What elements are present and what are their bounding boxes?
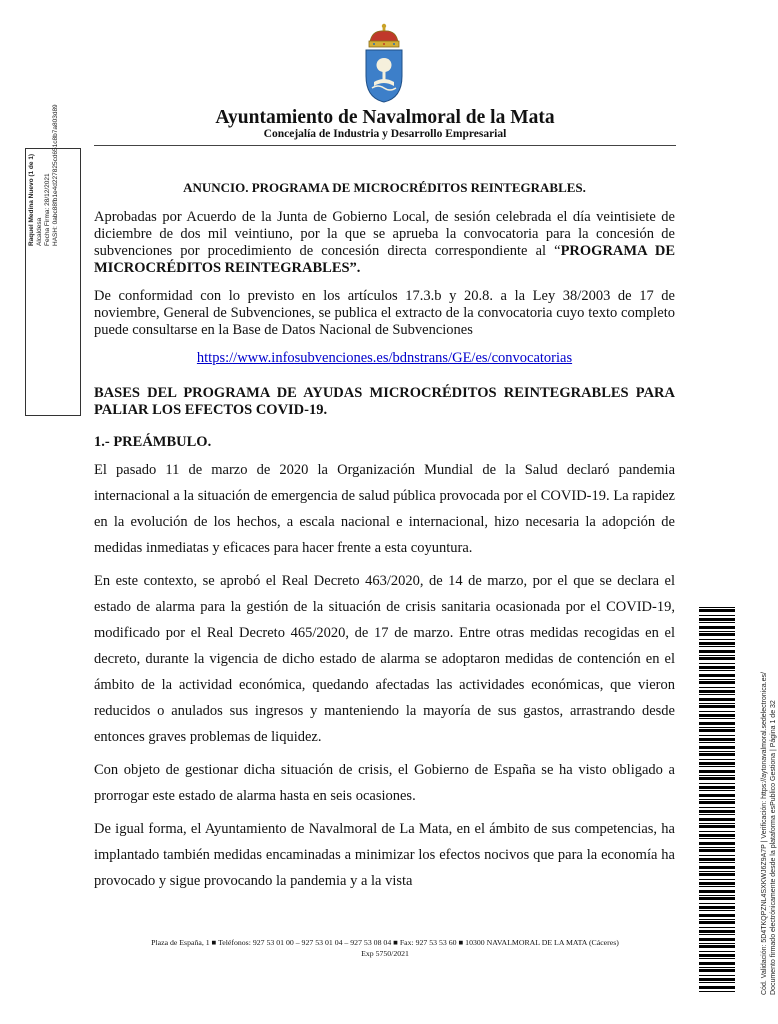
validation-barcode <box>699 607 735 992</box>
verification-stamp <box>760 635 778 995</box>
signature-role: Alcaldesa <box>36 217 43 246</box>
publication-paragraph: De conformidad con lo previsto en los artículos 17.3.b y 20.8. a la Ley 38/2003 de 17 de noviembre, General de Subvenciones, se publica el extracto de la convocatoria cuyo texto completo puede consultarse en la Base de Datos Nacional de Subvenciones <box>94 288 675 338</box>
program-name: PROGRAMA DE MICROCRÉDITOS REINTEGRABLES”. <box>94 243 675 276</box>
preambulo-paragraph-2: En este contexto, se aprobó el Real Decreto 463/2020, de 14 de marzo, por el que se declara el estado de alarma para la gestión de la situación de crisis sanitaria ocasionada por el COVID-19, modificado por el Real Decreto 465/2020, de 17 de marzo. Entre otras medidas recogidas en el decreto, durante la vigencia de dicho estado de alarma se adoptaron medidas de contención en el ámbito de la actividad económica, quedando afectadas las actividades económicas, que vieron reducidos o anulados sus ingresos y manteniendo la mayoría de sus gastos, arrastrando desde entonces graves problemas de liquidez. <box>94 573 675 745</box>
page-footer <box>0 938 770 959</box>
approval-text: Aprobadas por Acuerdo de la Junta de Gobierno Local, de sesión celebrada el día veintisiete de diciembre de dos mil veintiuno, por la que se aprueba la convocatoria para la concesión de subvenciones por procedimiento de concesión directa correspondiente al “ <box>94 209 675 259</box>
preambulo-heading: 1.- PREÁMBULO. <box>94 434 212 450</box>
bdns-link[interactable]: https://www.infosubvenciones.es/bdnstrans/GE/es/convocatorias <box>196 350 573 366</box>
verification-code-line: Cód. Validación: 5D4TKQPZNL4SXKWJ6Z9A7P | Verificación: https://aytonavalmoral.sedelectronica.es/ <box>761 672 768 995</box>
signature-hash: HASH: 0abc88fb1e4d227825cd651c8b7a803d89 <box>52 104 59 246</box>
footer-address: Plaza de España, 1 ■ Teléfonos: 927 53 01 00 – 927 53 01 04 – 927 53 08 04 ■ Fax: 927 53 53 60 ■ 10300 NAVALMORAL DE LA MATA (Cáceres) <box>151 938 619 947</box>
municipal-crest-emblem <box>360 20 408 104</box>
approval-paragraph <box>94 209 675 277</box>
signature-stamp <box>28 46 60 246</box>
municipality-title: Ayuntamiento de Navalmoral de la Mata <box>215 107 555 128</box>
preambulo-paragraph-1: El pasado 11 de marzo de 2020 la Organización Mundial de la Salud declaró pandemia internacional a la situación de emergencia de salud pública provocada por el COVID-19. La rapidez en la evolución de los hechos, a escala nacional e internacional, hizo necesaria la adopción de medidas inmediatas y eficaces para hacer frente a esta coyuntura. <box>94 462 675 556</box>
document-body <box>94 180 675 901</box>
footer-expediente: Exp 5750/2021 <box>361 948 409 958</box>
announcement-heading: ANUNCIO. PROGRAMA DE MICROCRÉDITOS REINTEGRABLES. <box>183 180 586 195</box>
bases-heading: BASES DEL PROGRAMA DE AYUDAS MICROCRÉDITOS REINTEGRABLES PARA PALIAR LOS EFECTOS COVID-19. <box>94 385 675 418</box>
department-subtitle: Concejalía de Industria y Desarrollo Empresarial <box>263 128 507 140</box>
signature-date: Fecha Firma: 28/12/2021 <box>44 173 51 246</box>
header-divider <box>94 145 676 146</box>
signature-signer: Raquel Medina Nuevo (1 de 1) <box>28 153 35 246</box>
verification-platform-line: Documento firmado electrónicamente desde la plataforma esPublico Gestiona | Página 1 de 32 <box>770 700 777 995</box>
preambulo-paragraph-3: Con objeto de gestionar dicha situación de crisis, el Gobierno de España se ha visto obligado a prorrogar este estado de alarma hasta en seis ocasiones. <box>94 762 675 804</box>
preambulo-paragraph-4: De igual forma, el Ayuntamiento de Navalmoral de La Mata, en el ámbito de sus competencias, ha implantado también medidas encaminadas a minimizar los efectos nocivos que para la economía ha provocado y sigue provocando la pandemia y a la vista <box>94 821 675 889</box>
